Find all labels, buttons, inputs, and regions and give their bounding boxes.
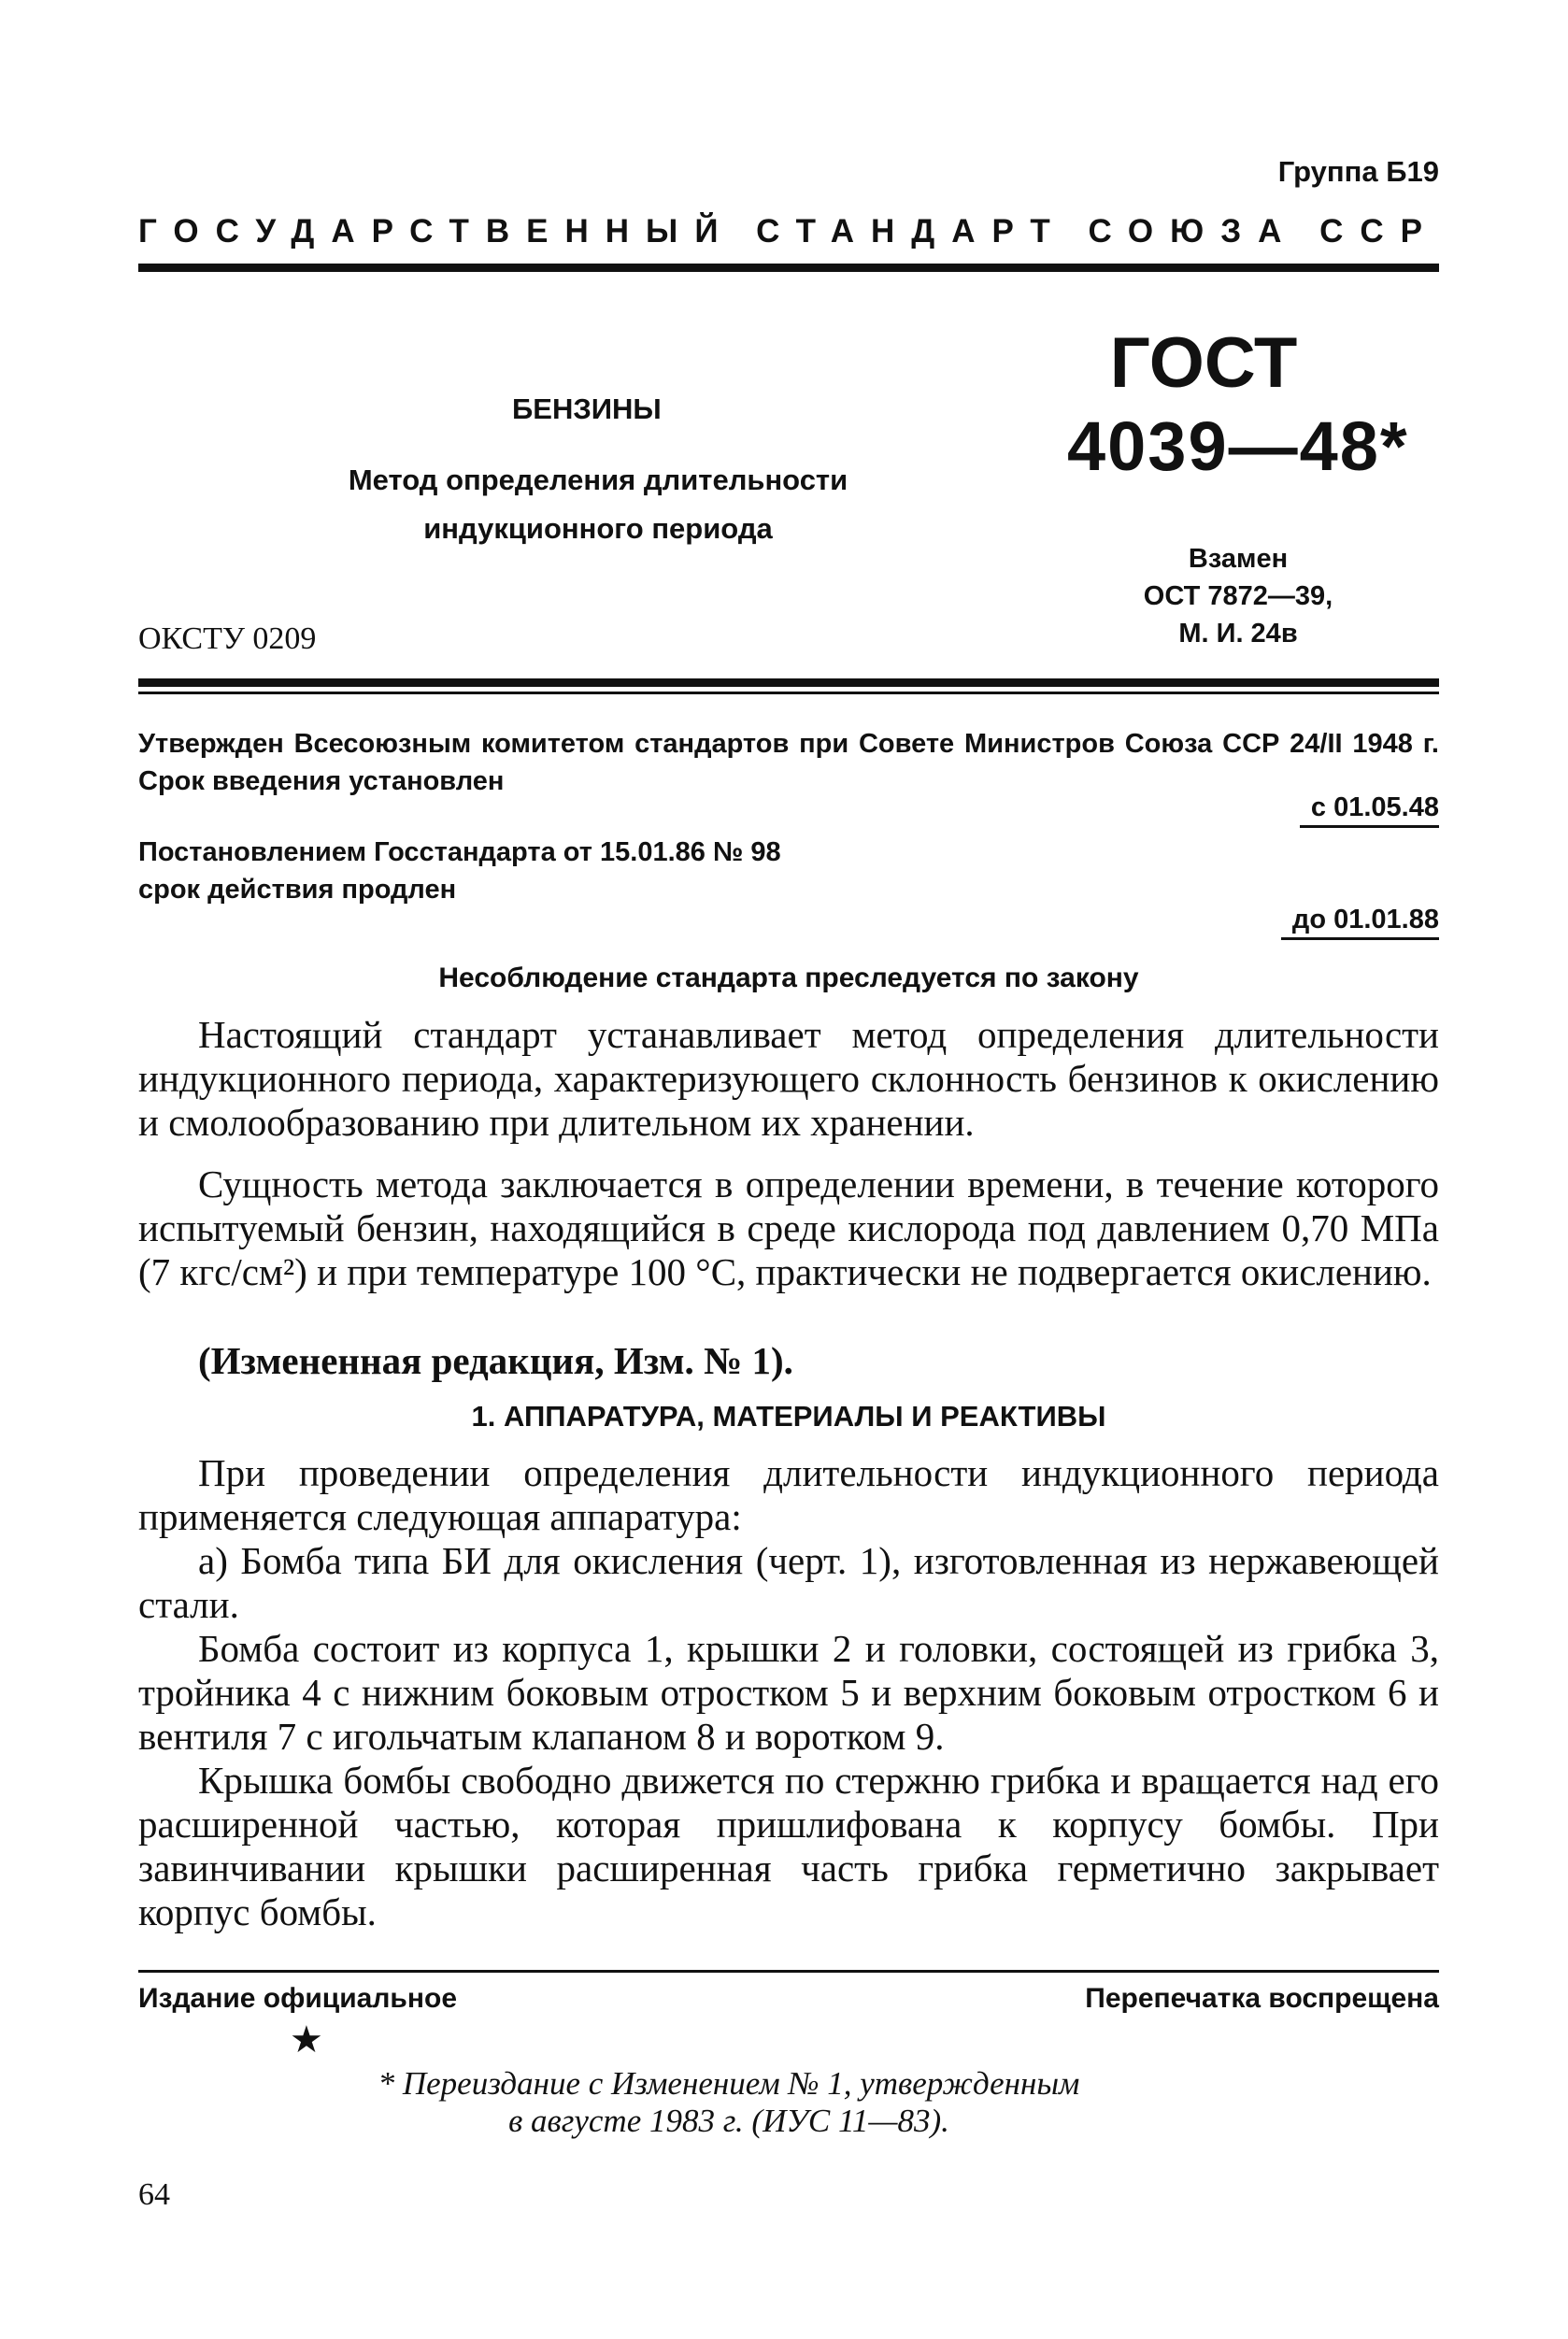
paragraph-bomb-type: а) Бомба типа БИ для окисления (черт. 1), изготовленная из нержавеющей стали. <box>138 1539 1439 1626</box>
title-rule-thin <box>138 692 1439 694</box>
decree-text <box>138 834 781 908</box>
replaces-line3: М. И. 24в <box>1178 619 1298 649</box>
date-from: с 01.05.48 <box>1300 792 1439 828</box>
footer-rule <box>138 1970 1439 1973</box>
replaces-line2: ОСТ 7872—39, <box>1143 581 1333 611</box>
page-number: 64 <box>138 2177 170 2212</box>
method-title-line1: Метод определения длительности <box>348 464 848 496</box>
method-title <box>318 456 878 553</box>
header-rule <box>138 264 1439 272</box>
state-standard-word: ГОСУДАРСТВЕННЫЙ <box>138 213 735 250</box>
date-to: до 01.01.88 <box>1281 905 1439 940</box>
edition-label: Издание официальное <box>138 1983 458 2014</box>
replaces-block <box>1135 540 1341 652</box>
paragraph-apparatus: При проведении определения длительности индукционного периода применяется следующая аппаратура: <box>138 1451 1439 1538</box>
section-title: 1. АППАРАТУРА, МАТЕРИАЛЫ И РЕАКТИВЫ <box>471 1400 1106 1433</box>
state-standard-word: СТАНДАРТ <box>756 213 1067 250</box>
footnote-line2: в августе 1983 г. (ИУС 11—83). <box>508 2103 949 2139</box>
decree-line1: Постановлением Госстандарта от 15.01.86 № 98 <box>138 837 781 867</box>
group-label: Группа Б19 <box>1277 155 1439 188</box>
footnote-line1: * Переиздание с Изменением № 1, утвержденным <box>378 2065 1080 2102</box>
star-icon: ★ <box>290 2018 323 2061</box>
state-standard-word: СОЮЗА <box>1088 213 1299 250</box>
state-standard-header <box>138 213 1439 250</box>
gost-number: 4039—48* <box>1067 407 1409 485</box>
title-rule-thick <box>138 678 1439 687</box>
method-title-line2: индукционного периода <box>423 512 773 545</box>
paragraph-bomb-lid: Крышка бомбы свободно движется по стержню грибка и вращается над его расширенной частью, которая пришлифована к корпусу бомбы. При завинчивании крышки расширенная часть грибка герметично закрывает корпус бомбы. <box>138 1759 1439 1933</box>
product-name: БЕНЗИНЫ <box>512 392 662 425</box>
legal-notice: Несоблюдение стандарта преследуется по закону <box>438 963 1139 993</box>
paragraph-essence: Сущность метода заключается в определении времени, в течение которого испытуемый бензин, находящийся в среде кислорода под давлением 0,70 МПа (7 кгс/см²) и при температуре 100 °С, практически не подвергается окислению. <box>138 1162 1439 1293</box>
okstu-code: ОКСТУ 0209 <box>138 621 317 656</box>
footnote <box>308 2065 1149 2140</box>
state-standard-word: ССР <box>1319 213 1439 250</box>
changed-edition-note: (Измененная редакция, Изм. № 1). <box>198 1339 793 1382</box>
approval-text: Утвержден Всесоюзным комитетом стандартов при Совете Министров Союза ССР 24/II 1948 г. Срок введения установлен <box>138 729 1439 796</box>
decree-line2: срок действия продлен <box>138 875 457 905</box>
gost-label: ГОСТ <box>1109 323 1298 403</box>
paragraph-scope: Настоящий стандарт устанавливает метод определения длительности индукционного периода, характеризующего склонность бензинов к окислению и смолообразованию при длительном их хранении. <box>138 1013 1439 1144</box>
reprint-label: Перепечатка воспрещена <box>1085 1983 1439 2014</box>
paragraph-bomb-parts: Бомба состоит из корпуса 1, крышки 2 и головки, состоящей из грибка 3, тройника 4 с нижним боковым отростком 5 и верхним боковым отростком 6 и вентиля 7 с игольчатым клапаном 8 и воротком 9. <box>138 1627 1439 1758</box>
replaces-line1: Взамен <box>1188 544 1289 574</box>
